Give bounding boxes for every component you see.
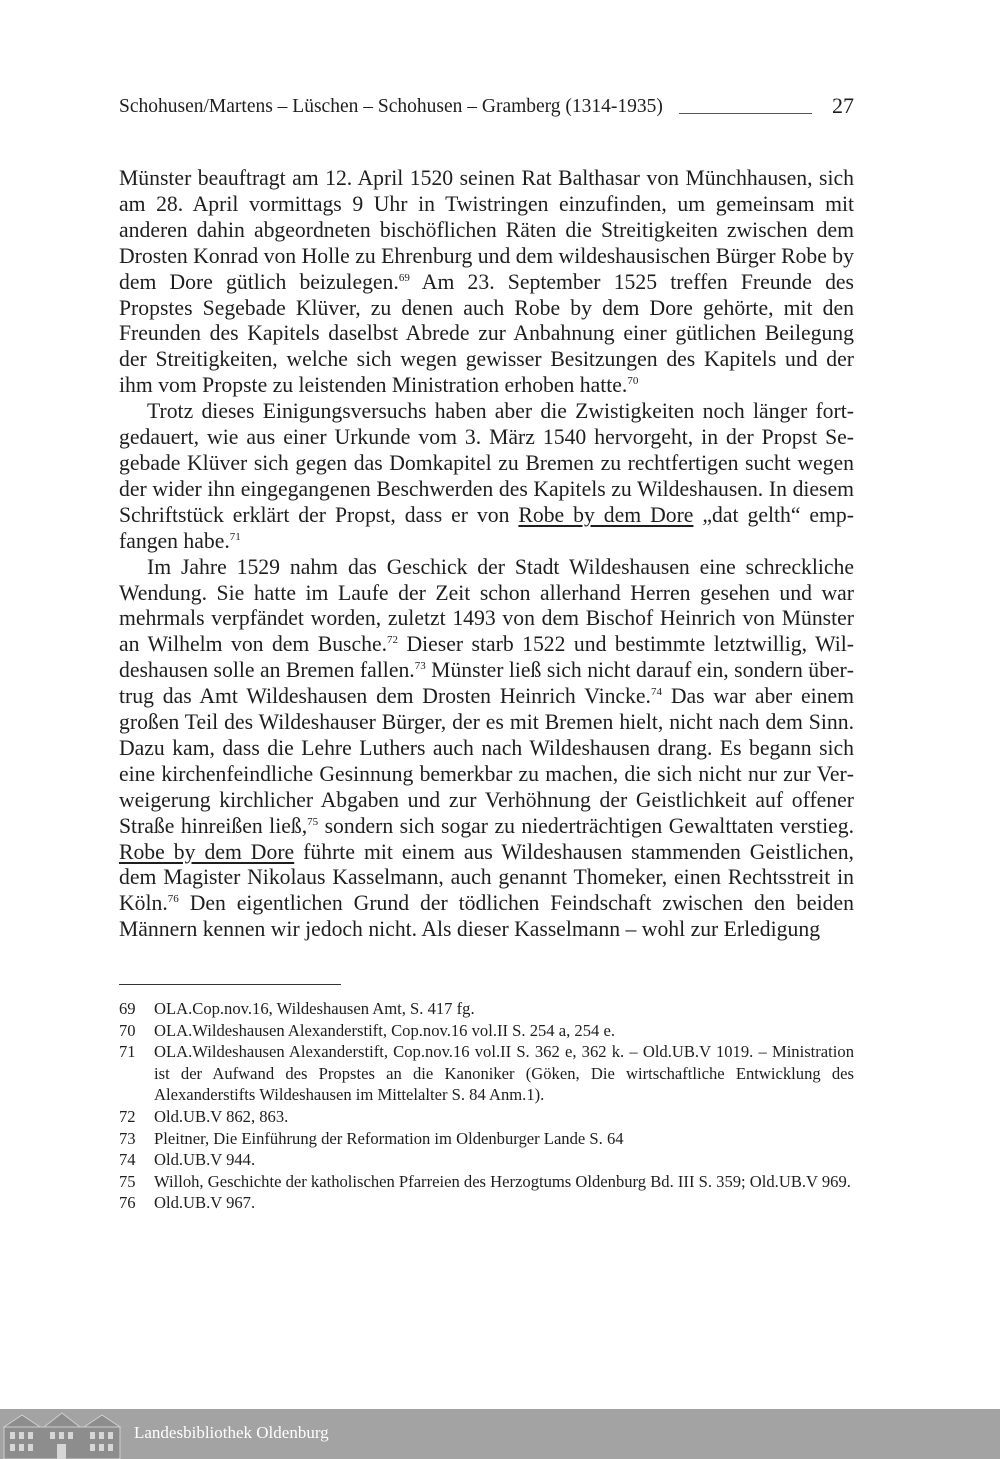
footnote-ref-70[interactable]: 70 bbox=[627, 375, 639, 388]
paragraph-2 bbox=[119, 399, 854, 554]
footnote-69 bbox=[119, 998, 854, 1020]
footnotes bbox=[119, 998, 854, 1214]
footnote-text: Old.UB.V 862, 863. bbox=[154, 1106, 289, 1126]
paragraph-3 bbox=[119, 555, 854, 944]
footnote-number: 70 bbox=[119, 1020, 136, 1040]
footnote-number: 75 bbox=[119, 1171, 136, 1191]
footnote-text: Old.UB.V 944. bbox=[154, 1150, 256, 1170]
footnote-number: 76 bbox=[119, 1193, 136, 1213]
footnote-ref-73[interactable]: 73 bbox=[414, 660, 426, 673]
person-link-robe-by-dem-dore[interactable]: Robe by dem Dore bbox=[518, 502, 694, 527]
paragraph-1 bbox=[119, 166, 854, 399]
text-run: Münster beauftragt am 12. April 1520 seinen Rat Balthasar von Münchhausen, sich am 28. April vormittags 9 Uhr in Twistringen einzufinden, um gemeinsam mit anderen dahin abgeordneten bischöflichen Räten die Streitigkeiten zwischen dem Drosten Konrad von Holle zu Ehrenburg und dem wildeshausischen Bürger Robe by dem Dore gütlich beizulegen. bbox=[119, 166, 854, 294]
text-run: führte mit einem aus Wildeshausen stammenden Geistlichen, dem Magister Nikolaus Kasselmann, auch genannt Thomeker, einen Rechtsstreit in Köln. bbox=[119, 839, 854, 916]
footnote-ref-71[interactable]: 71 bbox=[229, 530, 241, 543]
footnote-ref-75[interactable]: 75 bbox=[307, 815, 319, 828]
library-footer-bar bbox=[0, 1409, 1000, 1459]
footnote-text: Pleitner, Die Einführung der Reformation im Oldenburger Lande S. 64 bbox=[154, 1128, 624, 1148]
footnote-73 bbox=[119, 1128, 854, 1150]
footnote-number: 73 bbox=[119, 1128, 136, 1148]
footnote-ref-74[interactable]: 74 bbox=[650, 686, 662, 699]
footnote-ref-72[interactable]: 72 bbox=[387, 634, 399, 647]
footnote-number: 72 bbox=[119, 1106, 136, 1126]
running-title: Schohusen/Martens – Lüschen – Schohusen – Gramberg (1314-1935) bbox=[119, 96, 663, 117]
footnote-text: OLA.Cop.nov.16, Wildeshausen Amt, S. 417 fg. bbox=[154, 999, 475, 1018]
footnote-text: OLA.Wildeshausen Alexanderstift, Cop.nov.16 vol.II S. 254 a, 254 e. bbox=[154, 1020, 615, 1040]
text-run: Am 23. September 1525 treffen Freunde des Propstes Segebade Klüver, zu denen auch Robe by dem Dore gehörte, mit den Freunden des Kapitels daselbst Abrede zur Anbahnung einer gütlichen Beilegung der Streitigkeiten, welche sich wegen gewisser Besitzungen des Kapitels und der ihm vom Propste zu leistenden Ministration erhoben hatte. bbox=[119, 269, 854, 398]
library-building-icon bbox=[0, 1409, 124, 1459]
text-run: Trotz dieses Einigungsversuchs haben aber die Zwistigkeiten noch länger fortgedauert, wie aus einer Urkunde vom 3. März 1540 hervorgeht, in der Propst Segebade Klüver sich gegen das Domkapitel zu Bremen zu rechtfertigen sucht wegen der wider ihn eingegangenen Beschwerden des Kapitels zu Wildeshausen. In diesem Schriftstück erklärt der Propst, dass er von bbox=[119, 399, 854, 527]
text-run: Münster ließ sich nicht darauf ein, sondern übertrug das Amt Wildeshausen dem Drosten Heinrich Vincke. bbox=[119, 658, 854, 709]
footnote-74 bbox=[119, 1149, 854, 1171]
footnote-ref-76[interactable]: 76 bbox=[167, 893, 179, 906]
footnote-number: 69 bbox=[119, 999, 136, 1018]
footnote-separator bbox=[119, 984, 341, 985]
person-link-robe-by-dem-dore[interactable]: Robe by dem Dore bbox=[119, 839, 295, 864]
library-name: Landesbibliothek Oldenburg bbox=[134, 1423, 329, 1442]
footnote-text: Willoh, Geschichte der katholischen Pfarreien des Herzogtums Oldenburg Bd. III S. 359; Old.UB.V 969. bbox=[154, 1171, 851, 1191]
footnote-ref-69[interactable]: 69 bbox=[398, 271, 410, 284]
footnote-text: OLA.Wildeshausen Alexanderstift, Cop.nov.16 vol.II S. 362 e, 362 k. – Old.UB.V 1019. – Ministration ist der Aufwand des Propstes an die Kanoniker (Göken, Die wirtschaftliche Entwicklung des Alexanderstifts Wildeshausen im Mittelalter S. 84 Anm.1). bbox=[154, 1042, 854, 1105]
text-run: Dieser starb 1522 und bestimmte letztwillig, Wildeshausen solle an Bremen fallen. bbox=[119, 632, 854, 683]
text-run: „dat gelth“ empfangen habe. bbox=[119, 502, 854, 553]
footnote-text: Old.UB.V 967. bbox=[154, 1193, 256, 1213]
text-run: Das war aber einem großen Teil des Wildeshauser Bürger, der es mit Bremen hielt, nicht nach dem Sinn. Dazu kam, dass die Lehre Luthers auch nach Wildeshausen drang. Es begann sich eine kirchenfeindliche Gesinnung bemerkbar zu machen, die sich nicht nur zur Verweigerung kirchlicher Abgaben und zur Verhöhnung der Geistlichkeit auf offener Straße hinreißen ließ, bbox=[119, 684, 854, 838]
page-number: 27 bbox=[832, 93, 854, 118]
footnote-76 bbox=[119, 1192, 854, 1214]
footnote-70 bbox=[119, 1020, 854, 1042]
footnote-72 bbox=[119, 1106, 854, 1128]
main-text bbox=[119, 166, 854, 943]
footnote-number: 71 bbox=[119, 1042, 136, 1062]
text-run: Den eigentlichen Grund der tödlichen Feindschaft zwischen den beiden Männern kennen wir jedoch nicht. Als dieser Kasselmann – wohl zur Erledigung bbox=[119, 891, 854, 942]
header-rule bbox=[679, 113, 812, 114]
footnote-71 bbox=[119, 1041, 854, 1106]
footnote-number: 74 bbox=[119, 1150, 136, 1170]
running-head bbox=[119, 92, 854, 122]
text-run: sondern sich sogar zu niederträchtigen Gewalttaten verstieg. bbox=[318, 813, 855, 838]
footnote-75 bbox=[119, 1171, 854, 1193]
text-run: Im Jahre 1529 nahm das Geschick der Stadt Wildeshausen eine schreckliche Wendung. Sie hatte im Laufe der Zeit schon allerhand Herren gesehen und war mehrmals verpfändet worden, zuletzt 1493 von dem Bischof Heinrich von Münster an Wilhelm von dem Busche. bbox=[119, 554, 854, 657]
